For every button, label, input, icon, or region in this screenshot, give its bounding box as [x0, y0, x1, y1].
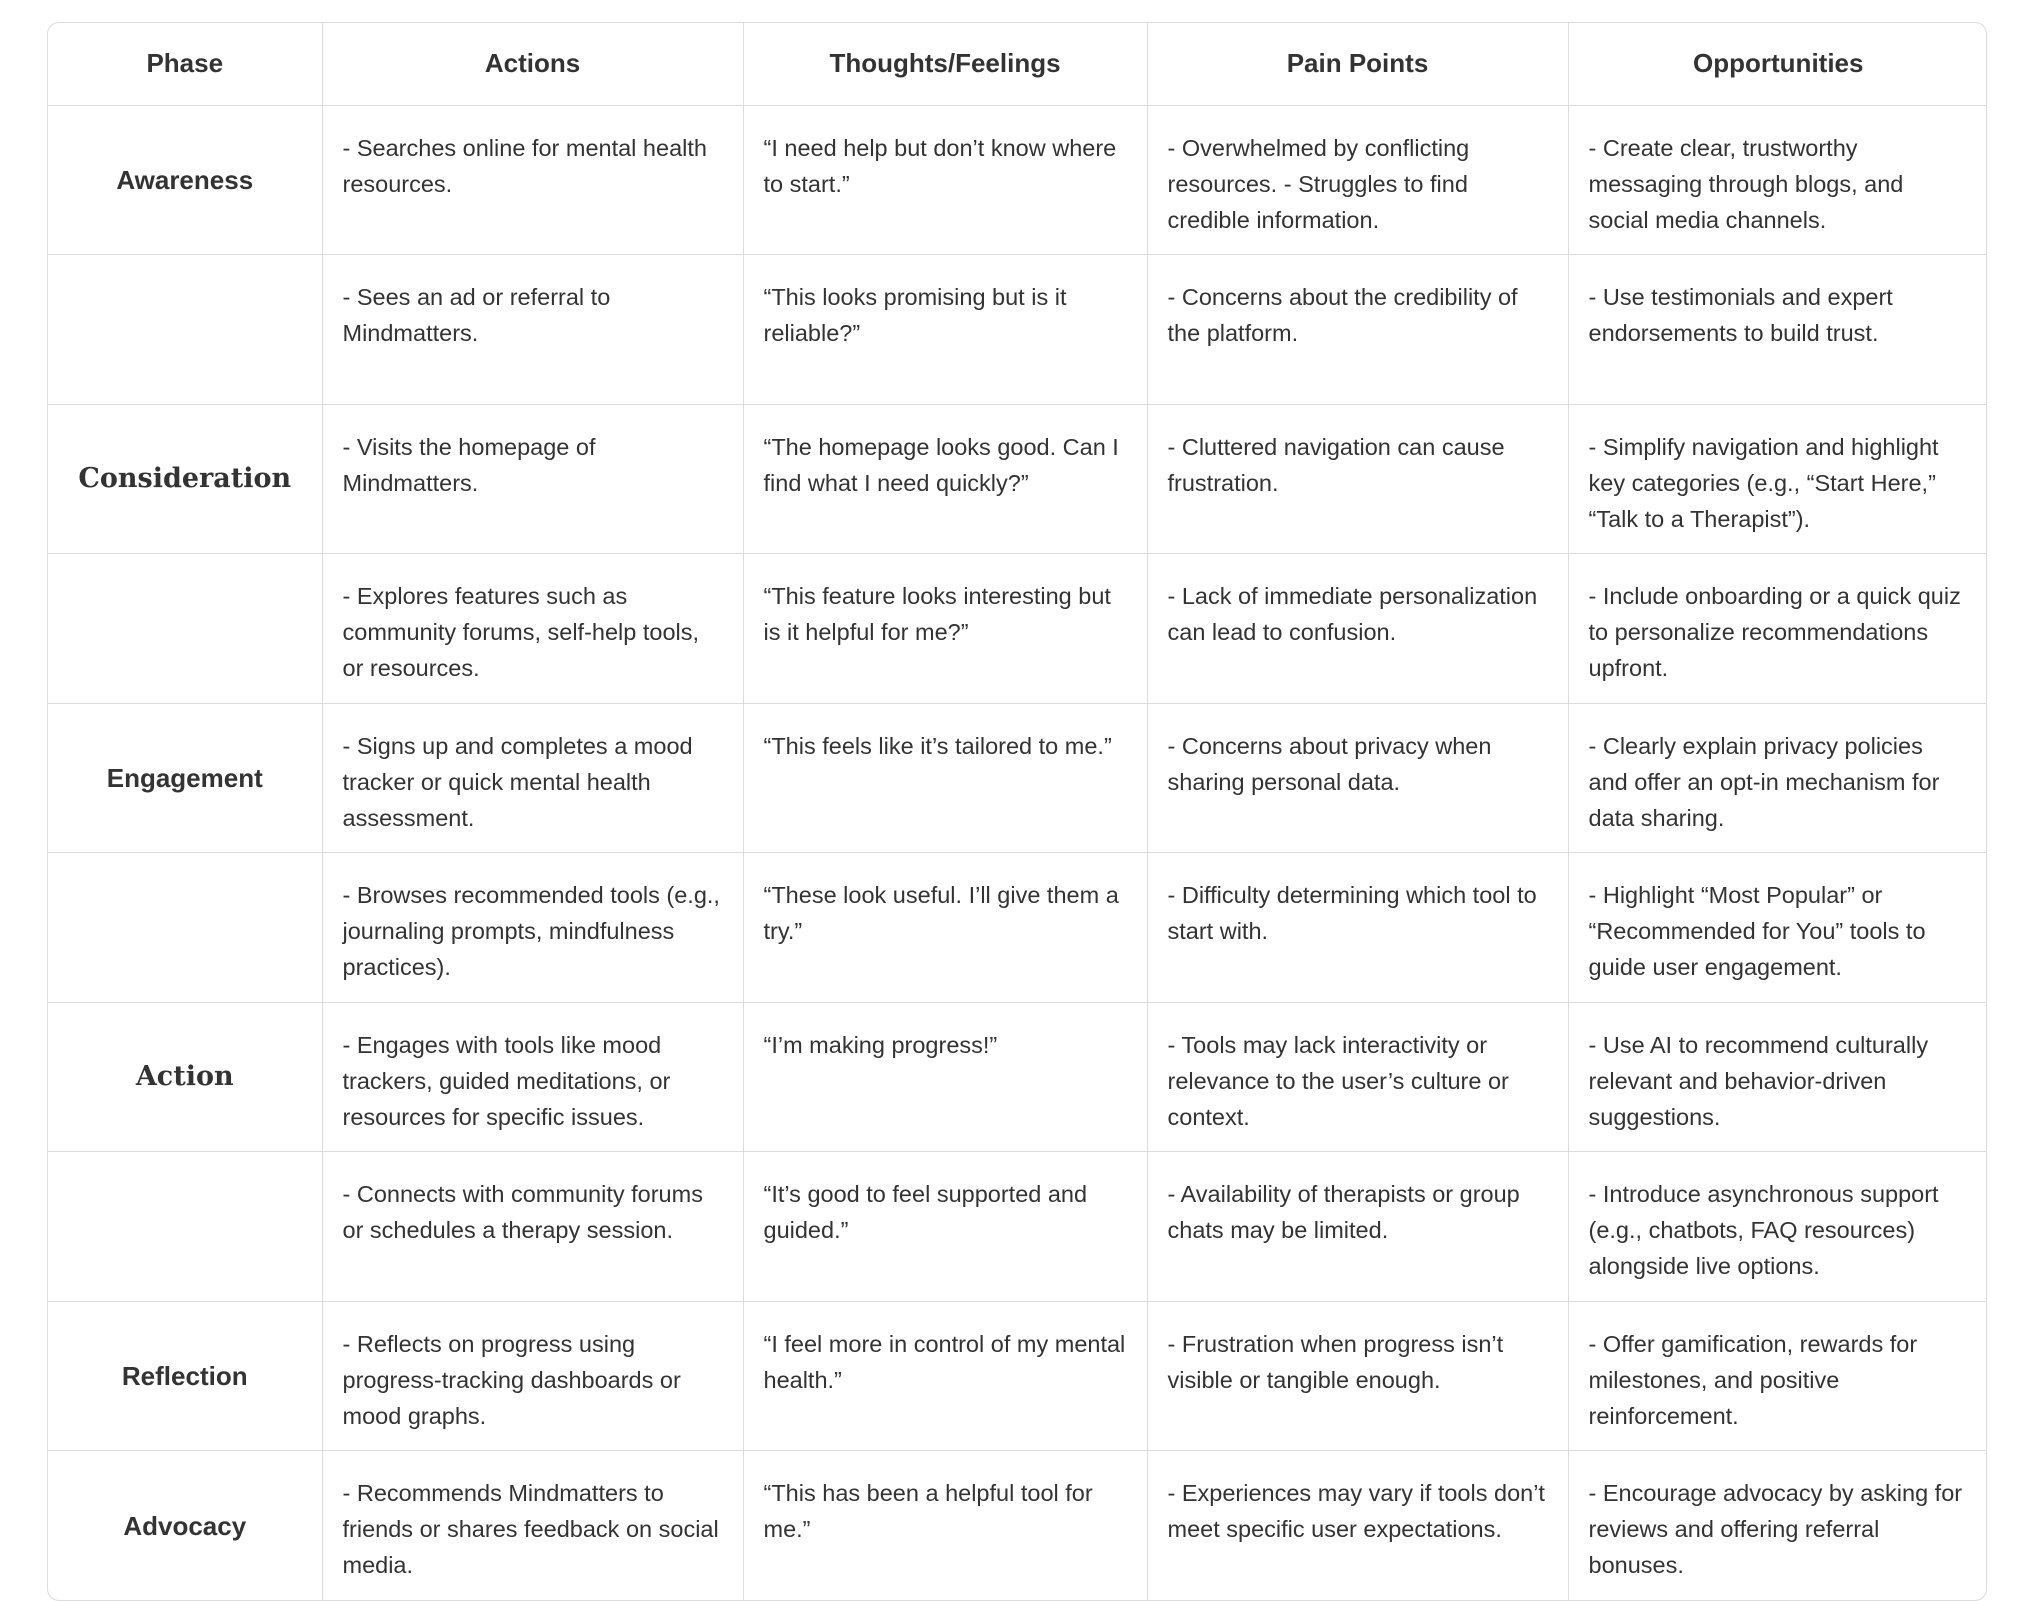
pain-points-cell: - Overwhelmed by conflicting resources. - Struggles to find credible information. [1147, 105, 1568, 255]
thoughts-cell: “I’m making progress!” [743, 1002, 1147, 1152]
table-row [48, 404, 1987, 554]
phase-cell: Reflection [48, 1301, 322, 1451]
table-row [48, 1451, 1987, 1601]
actions-cell: - Browses recommended tools (e.g., journaling prompts, mindfulness practices). [322, 853, 743, 1003]
phase-cell [48, 1152, 322, 1302]
thoughts-cell: “This feature looks interesting but is it helpful for me?” [743, 554, 1147, 704]
thoughts-cell: “I feel more in control of my mental health.” [743, 1301, 1147, 1451]
header-thoughts: Thoughts/Feelings [743, 23, 1147, 105]
header-actions: Actions [322, 23, 743, 105]
phase-cell: Consideration [48, 404, 322, 554]
actions-cell: - Engages with tools like mood trackers, guided meditations, or resources for specific issues. [322, 1002, 743, 1152]
actions-cell: - Signs up and completes a mood tracker or quick mental health assessment. [322, 703, 743, 853]
pain-points-cell: - Experiences may vary if tools don’t meet specific user expectations. [1147, 1451, 1568, 1601]
pain-points-cell: - Lack of immediate personalization can lead to confusion. [1147, 554, 1568, 704]
thoughts-cell: “It’s good to feel supported and guided.” [743, 1152, 1147, 1302]
thoughts-cell: “This looks promising but is it reliable?” [743, 255, 1147, 405]
phase-cell: Awareness [48, 105, 322, 255]
phase-cell: Engagement [48, 703, 322, 853]
actions-cell: - Visits the homepage of Mindmatters. [322, 404, 743, 554]
table-row [48, 1301, 1987, 1451]
thoughts-cell: “This has been a helpful tool for me.” [743, 1451, 1147, 1601]
journey-map-table [48, 23, 1987, 1600]
actions-cell: - Searches online for mental health resources. [322, 105, 743, 255]
actions-cell: - Reflects on progress using progress-tracking dashboards or mood graphs. [322, 1301, 743, 1451]
opportunities-cell: - Offer gamification, rewards for milestones, and positive reinforcement. [1568, 1301, 1987, 1451]
opportunities-cell: - Create clear, trustworthy messaging through blogs, and social media channels. [1568, 105, 1987, 255]
phase-cell [48, 554, 322, 704]
phase-cell [48, 853, 322, 1003]
opportunities-cell: - Simplify navigation and highlight key categories (e.g., “Start Here,” “Talk to a Therapist”). [1568, 404, 1987, 554]
table-row [48, 255, 1987, 405]
opportunities-cell: - Include onboarding or a quick quiz to personalize recommendations upfront. [1568, 554, 1987, 704]
actions-cell: - Explores features such as community forums, self-help tools, or resources. [322, 554, 743, 704]
opportunities-cell: - Use AI to recommend culturally relevant and behavior-driven suggestions. [1568, 1002, 1987, 1152]
header-opportunities: Opportunities [1568, 23, 1987, 105]
actions-cell: - Connects with community forums or schedules a therapy session. [322, 1152, 743, 1302]
pain-points-cell: - Tools may lack interactivity or relevance to the user’s culture or context. [1147, 1002, 1568, 1152]
opportunities-cell: - Clearly explain privacy policies and offer an opt-in mechanism for data sharing. [1568, 703, 1987, 853]
table-row [48, 105, 1987, 255]
pain-points-cell: - Availability of therapists or group chats may be limited. [1147, 1152, 1568, 1302]
opportunities-cell: - Highlight “Most Popular” or “Recommended for You” tools to guide user engagement. [1568, 853, 1987, 1003]
table-row [48, 1002, 1987, 1152]
header-phase: Phase [48, 23, 322, 105]
opportunities-cell: - Introduce asynchronous support (e.g., chatbots, FAQ resources) alongside live options. [1568, 1152, 1987, 1302]
pain-points-cell: - Frustration when progress isn’t visible or tangible enough. [1147, 1301, 1568, 1451]
thoughts-cell: “This feels like it’s tailored to me.” [743, 703, 1147, 853]
opportunities-cell: - Use testimonials and expert endorsements to build trust. [1568, 255, 1987, 405]
pain-points-cell: - Cluttered navigation can cause frustration. [1147, 404, 1568, 554]
actions-cell: - Sees an ad or referral to Mindmatters. [322, 255, 743, 405]
phase-cell: Action [48, 1002, 322, 1152]
actions-cell: - Recommends Mindmatters to friends or shares feedback on social media. [322, 1451, 743, 1601]
thoughts-cell: “I need help but don’t know where to start.” [743, 105, 1147, 255]
header-row [48, 23, 1987, 105]
pain-points-cell: - Concerns about the credibility of the platform. [1147, 255, 1568, 405]
phase-cell [48, 255, 322, 405]
thoughts-cell: “These look useful. I’ll give them a try.” [743, 853, 1147, 1003]
journey-map-table-container [47, 22, 1987, 1601]
table-row [48, 1152, 1987, 1302]
pain-points-cell: - Concerns about privacy when sharing personal data. [1147, 703, 1568, 853]
table-row [48, 853, 1987, 1003]
pain-points-cell: - Difficulty determining which tool to start with. [1147, 853, 1568, 1003]
table-row [48, 554, 1987, 704]
opportunities-cell: - Encourage advocacy by asking for reviews and offering referral bonuses. [1588, 1480, 1963, 1578]
header-pain-points: Pain Points [1147, 23, 1568, 105]
thoughts-cell: “The homepage looks good. Can I find what I need quickly?” [743, 404, 1147, 554]
table-row [48, 703, 1987, 853]
phase-cell: Advocacy [48, 1451, 322, 1601]
